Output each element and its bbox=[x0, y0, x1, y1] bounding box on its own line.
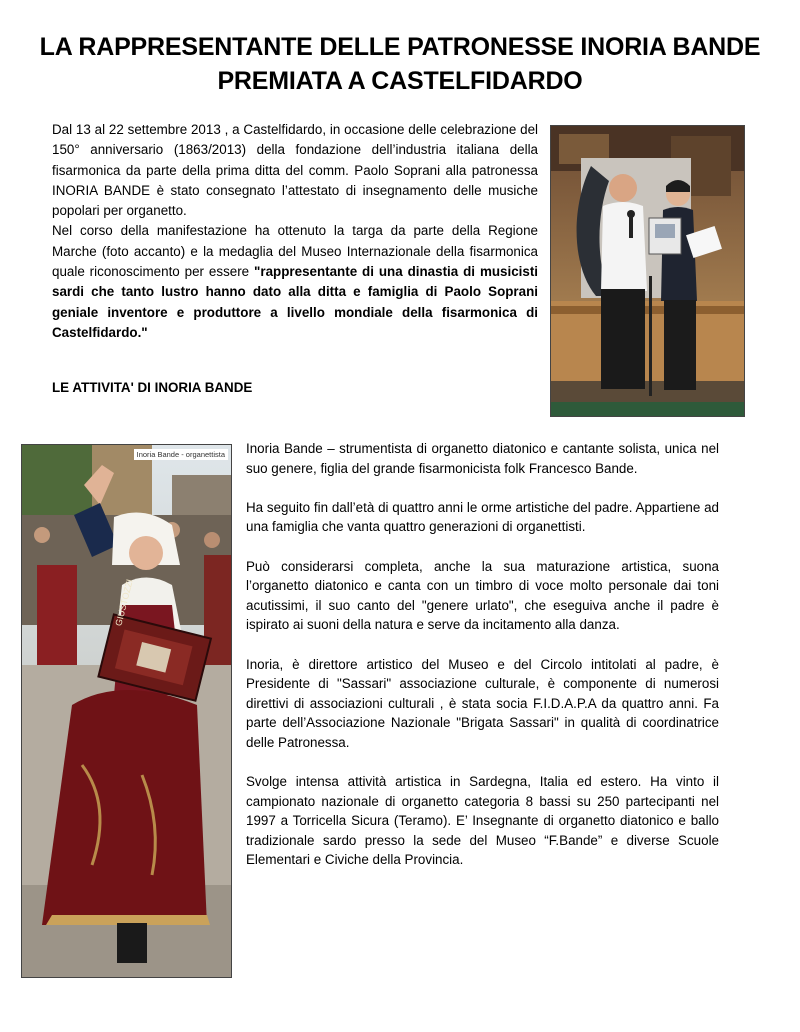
intro-paragraph-2-plain: Nel corso della manifestazione ha ottenuto la targa da parte della Regione Marche (foto accanto) e la medaglia del Museo Internazionale della fisarmonica quale riconoscimento per essere bbox=[52, 223, 538, 280]
intro-paragraph-1: Dal 13 al 22 settembre 2013 , a Castelfidardo, in occasione delle celebrazione del 150° anniversario (1863/2013) della fondazione dell’industria italiana della fisarmonica da parte della prima ditta del comm. Paolo Soprani alla patronessa INORIA BANDE è stato consegnato l’attestato di insegnamento delle musiche popolari per organetto. bbox=[52, 122, 538, 219]
bio-paragraph-3: Può considerarsi completa, anche la sua maturazione artistica, suona l’organetto diatonico e canta con un timbro di voce molto personale dai toni acutissimi, il suo canto del "genere urlato", che eseguiva anche il padre è ispirato ai suoni della natura e serve da incitamento alla danza. bbox=[246, 558, 719, 633]
accordion-brand: GIUSTOZZI bbox=[113, 578, 135, 628]
bio-paragraph-4: Inoria, è direttore artistico del Museo e del Circolo intitolati al padre, è Presidente di "Sassari" associazione culturale, è componente di numerosi direttivi di associazioni culturali , è stata socia F.I.D.A.P.A da quattro anni. Fa parte dell’Associazione Nazionale "Brigata Sassari" in qualità di coordinatrice delle Patronessa. bbox=[246, 656, 719, 750]
bio-paragraph-2: Ha seguito fin dall’età di quattro anni le orme artistiche del padre. Appartiene ad una famiglia che vanta quattro generazioni di organettisti. bbox=[246, 499, 719, 535]
page-title bbox=[20, 30, 780, 98]
performer-photo bbox=[21, 444, 232, 978]
title-line-1: LA RAPPRESENTANTE DELLE PATRONESSE INORIA BANDE bbox=[39, 33, 761, 61]
intro-paragraph-2 bbox=[52, 221, 538, 343]
award-photo-illustration bbox=[551, 126, 744, 416]
bio-paragraph-5: Svolge intensa attività artistica in Sardegna, Italia ed estero. Ha vinto il campionato nazionale di organetto categoria 8 bassi su 250 partecipanti nel 1997 a Torricella Sicura (Teramo). E’ Insegnante di organetto diatonico e ballo tradizionale sardo presso la sede del Museo “F.Bande” e diverse Scuole Elementari e Civiche della Provincia. bbox=[246, 774, 719, 868]
intro-text bbox=[52, 120, 538, 343]
award-photo bbox=[550, 125, 745, 417]
photo-caption: Inoria Bande - organettista bbox=[134, 449, 228, 460]
bio-text bbox=[246, 439, 719, 890]
title-line-2: PREMIATA A CASTELFIDARDO bbox=[217, 67, 583, 95]
intro-paragraph-2-bold: "rappresentante di una dinastia di musicisti sardi che tanto lustro hanno dato alla ditta e famiglia di Paolo Soprani geniale inventore e produttore a livello mondiale della fisarmonica di Castelfidardo." bbox=[52, 264, 538, 340]
section-heading: LE ATTIVITA' DI INORIA BANDE bbox=[52, 380, 253, 395]
performer-photo-illustration bbox=[22, 445, 231, 977]
bio-paragraph-1: Inoria Bande – strumentista di organetto diatonico e cantante solista, unica nel suo genere, figlia del grande fisarmonicista folk Francesco Bande. bbox=[246, 441, 719, 476]
